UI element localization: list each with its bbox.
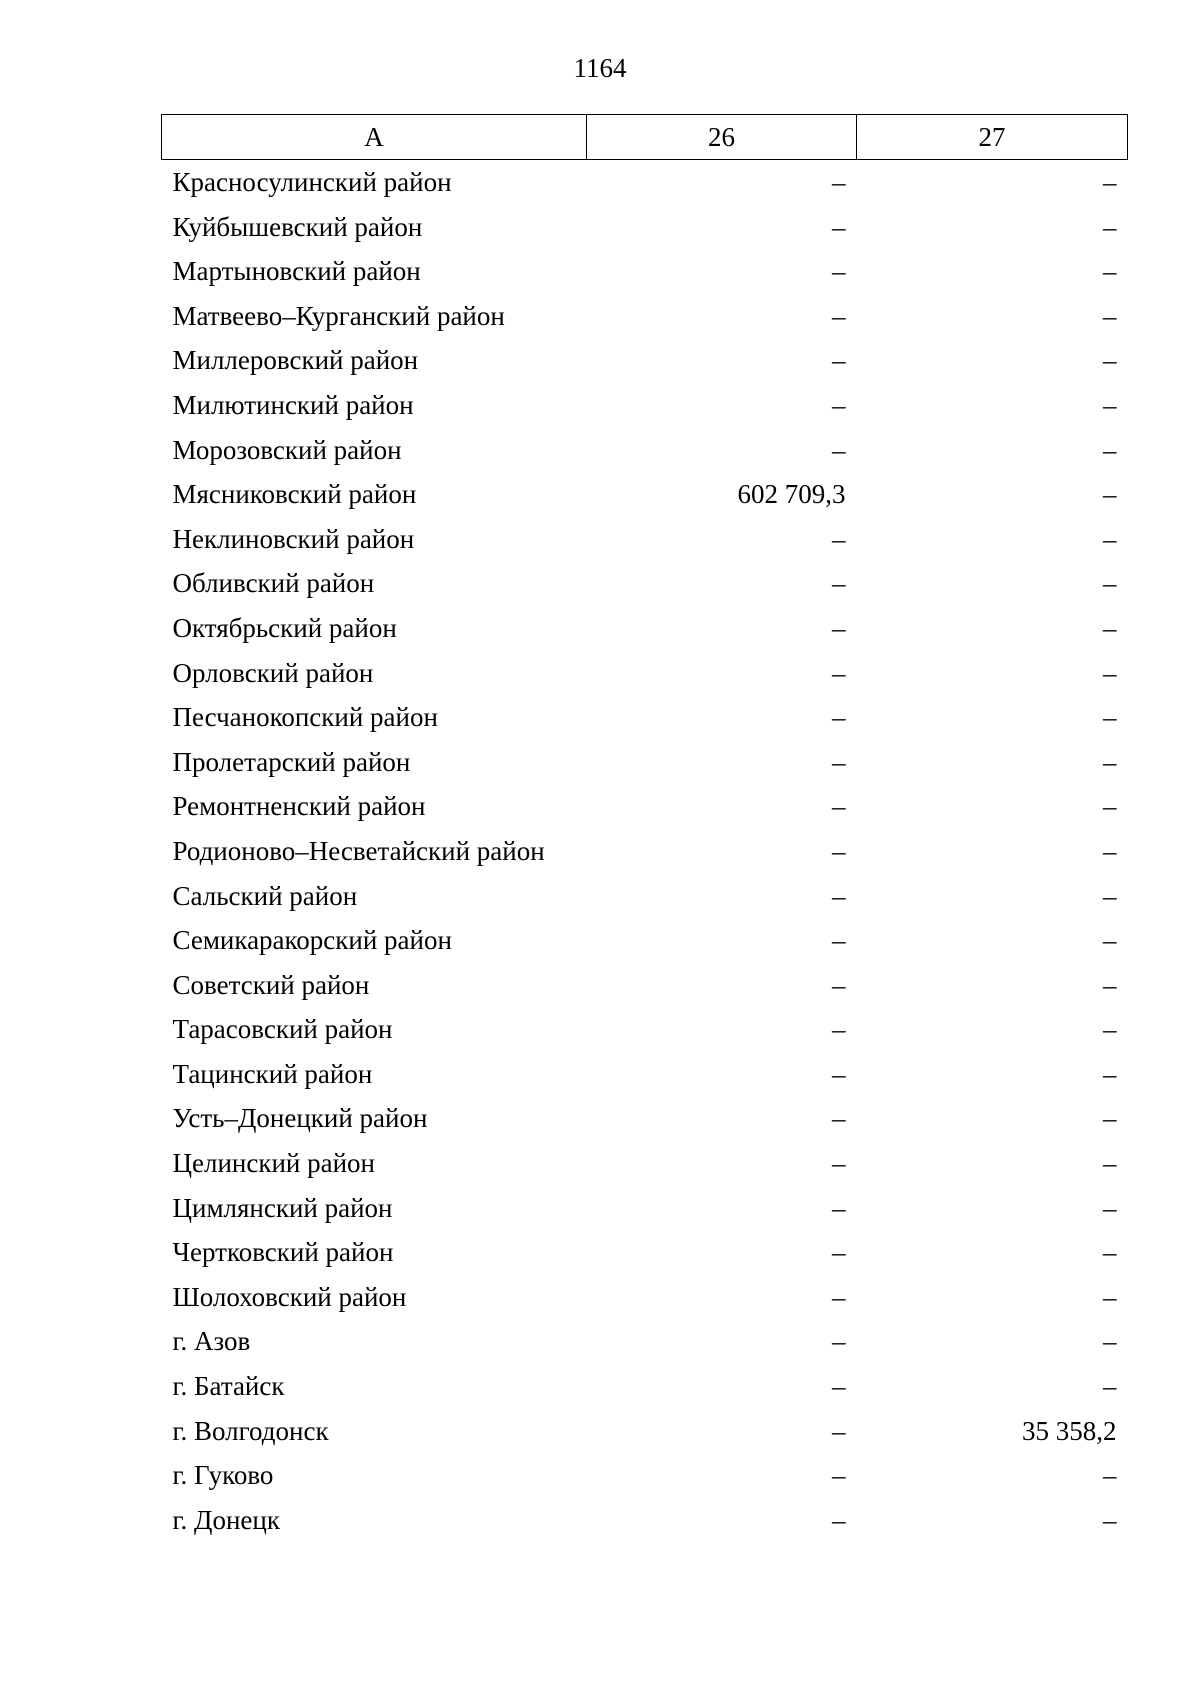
- row-value-27: –: [1103, 211, 1117, 242]
- data-table: [161, 114, 1128, 1542]
- table-row: [162, 1186, 1128, 1231]
- table-row: [162, 383, 1128, 428]
- row-value-27: –: [1103, 1326, 1117, 1357]
- row-district-name: Целинский район: [172, 1148, 375, 1179]
- table-row: [162, 517, 1128, 562]
- table-row: [162, 1453, 1128, 1498]
- table-row: [162, 784, 1128, 829]
- row-value-26: –: [832, 1326, 846, 1357]
- row-district-name: Обливский район: [172, 568, 375, 599]
- row-value-26: –: [832, 925, 846, 956]
- table-row: [162, 963, 1128, 1008]
- row-value-27: –: [1103, 345, 1117, 376]
- table-row: [162, 561, 1128, 606]
- table-row: [162, 1364, 1128, 1409]
- row-value-26: –: [832, 612, 846, 643]
- row-value-26: –: [832, 568, 846, 599]
- row-district-name: Миллеровский район: [172, 345, 419, 376]
- table-row: [162, 294, 1128, 339]
- row-value-26: –: [832, 1504, 846, 1535]
- row-value-26: –: [832, 1192, 846, 1223]
- row-value-27: –: [1103, 925, 1117, 956]
- row-district-name: Мартыновский район: [172, 256, 421, 287]
- column-header-27: 27: [857, 115, 1128, 160]
- row-value-26: –: [832, 256, 846, 287]
- table-row: [162, 829, 1128, 874]
- row-value-27: –: [1103, 300, 1117, 331]
- row-value-26: –: [832, 1014, 846, 1045]
- row-district-name: Милютинский район: [172, 389, 414, 420]
- row-district-name: г. Волгодонск: [172, 1415, 329, 1446]
- row-value-26: –: [832, 1237, 846, 1268]
- row-value-27: 35 358,2: [1022, 1415, 1117, 1446]
- row-value-26: –: [832, 345, 846, 376]
- row-district-name: Песчанокопский район: [172, 702, 438, 733]
- table-body: [162, 160, 1128, 1543]
- row-value-26: –: [832, 1460, 846, 1491]
- row-value-26: –: [832, 969, 846, 1000]
- row-district-name: Сальский район: [172, 880, 358, 911]
- row-district-name: Тацинский район: [172, 1058, 373, 1089]
- row-district-name: Орловский район: [172, 657, 374, 688]
- row-district-name: Советский район: [172, 969, 370, 1000]
- table-header: [162, 115, 1128, 160]
- row-district-name: Куйбышевский район: [172, 211, 423, 242]
- table-row: [162, 695, 1128, 740]
- row-district-name: Тарасовский район: [172, 1014, 393, 1045]
- row-value-26: 602 709,3: [737, 479, 846, 510]
- row-district-name: Цимлянский район: [172, 1192, 393, 1223]
- table-row: [162, 1007, 1128, 1052]
- row-district-name: г. Гуково: [172, 1460, 274, 1491]
- table-row: [162, 338, 1128, 383]
- table-row: [162, 1319, 1128, 1364]
- table-row: [162, 472, 1128, 517]
- row-value-27: –: [1103, 1371, 1117, 1402]
- table-row: [162, 1275, 1128, 1320]
- row-district-name: Родионово–Несветайский район: [172, 835, 545, 866]
- row-value-27: –: [1103, 835, 1117, 866]
- table-row: [162, 205, 1128, 250]
- row-value-26: –: [832, 702, 846, 733]
- row-value-27: –: [1103, 523, 1117, 554]
- table-row: [162, 428, 1128, 473]
- row-value-27: –: [1103, 880, 1117, 911]
- row-value-26: –: [832, 1148, 846, 1179]
- row-district-name: Красносулинский район: [172, 167, 452, 197]
- row-value-26: –: [832, 1058, 846, 1089]
- row-district-name: Мясниковский район: [172, 479, 417, 510]
- row-value-27: –: [1103, 746, 1117, 777]
- page-number: 1164: [573, 53, 627, 83]
- row-value-26: –: [832, 1281, 846, 1312]
- row-district-name: г. Азов: [172, 1326, 251, 1357]
- row-district-name: г. Донецк: [172, 1504, 280, 1535]
- row-district-name: Шолоховский район: [172, 1281, 407, 1312]
- row-value-26: –: [832, 880, 846, 911]
- row-value-27: –: [1103, 1237, 1117, 1268]
- table-row: [162, 740, 1128, 785]
- row-value-26: –: [832, 211, 846, 242]
- row-value-26: –: [832, 167, 846, 197]
- row-value-27: –: [1103, 1281, 1117, 1312]
- row-district-name: г. Батайск: [172, 1371, 285, 1402]
- row-value-26: –: [832, 300, 846, 331]
- row-value-27: –: [1103, 167, 1117, 197]
- table-row: [162, 606, 1128, 651]
- table-row: [162, 1409, 1128, 1454]
- table-row: [162, 1096, 1128, 1141]
- row-value-26: –: [832, 1371, 846, 1402]
- row-district-name: Неклиновский район: [172, 523, 415, 554]
- row-district-name: Чертковский район: [172, 1237, 394, 1268]
- row-value-27: –: [1103, 1192, 1117, 1223]
- table-row: [162, 918, 1128, 963]
- row-value-26: –: [832, 434, 846, 465]
- row-value-26: –: [832, 746, 846, 777]
- row-value-26: –: [832, 791, 846, 822]
- row-district-name: Ремонтненский район: [172, 791, 426, 822]
- row-district-name: Пролетарский район: [172, 746, 411, 777]
- column-header-26: 26: [587, 115, 857, 160]
- row-value-27: –: [1103, 1460, 1117, 1491]
- row-value-26: –: [832, 657, 846, 688]
- row-district-name: Октябрьский район: [172, 612, 397, 643]
- row-district-name: Морозовский район: [172, 434, 402, 465]
- row-value-27: –: [1103, 479, 1117, 510]
- table-row: [162, 651, 1128, 696]
- row-value-27: –: [1103, 434, 1117, 465]
- table-row: [162, 874, 1128, 919]
- row-value-27: –: [1103, 1504, 1117, 1535]
- column-header-name: А: [162, 115, 587, 160]
- row-value-26: –: [832, 1103, 846, 1134]
- row-value-27: –: [1103, 568, 1117, 599]
- table-row: [162, 249, 1128, 294]
- row-value-27: –: [1103, 1014, 1117, 1045]
- table-row: [162, 1141, 1128, 1186]
- row-value-27: –: [1103, 1103, 1117, 1134]
- table-row: [162, 1498, 1128, 1543]
- row-value-26: –: [832, 1415, 846, 1446]
- row-value-27: –: [1103, 702, 1117, 733]
- row-value-26: –: [832, 835, 846, 866]
- row-value-27: –: [1103, 1148, 1117, 1179]
- table-row: [162, 1230, 1128, 1275]
- row-district-name: Матвеево–Курганский район: [172, 300, 505, 331]
- row-value-27: –: [1103, 612, 1117, 643]
- table-row: [162, 1052, 1128, 1097]
- header-row: [162, 115, 1128, 160]
- row-value-27: –: [1103, 969, 1117, 1000]
- row-value-26: –: [832, 389, 846, 420]
- row-value-27: –: [1103, 389, 1117, 420]
- table-row: [162, 160, 1128, 205]
- row-district-name: Семикаракорский район: [172, 925, 452, 956]
- row-value-26: –: [832, 523, 846, 554]
- row-value-27: –: [1103, 1058, 1117, 1089]
- row-value-27: –: [1103, 256, 1117, 287]
- row-district-name: Усть–Донецкий район: [172, 1103, 428, 1134]
- row-value-27: –: [1103, 657, 1117, 688]
- row-value-27: –: [1103, 791, 1117, 822]
